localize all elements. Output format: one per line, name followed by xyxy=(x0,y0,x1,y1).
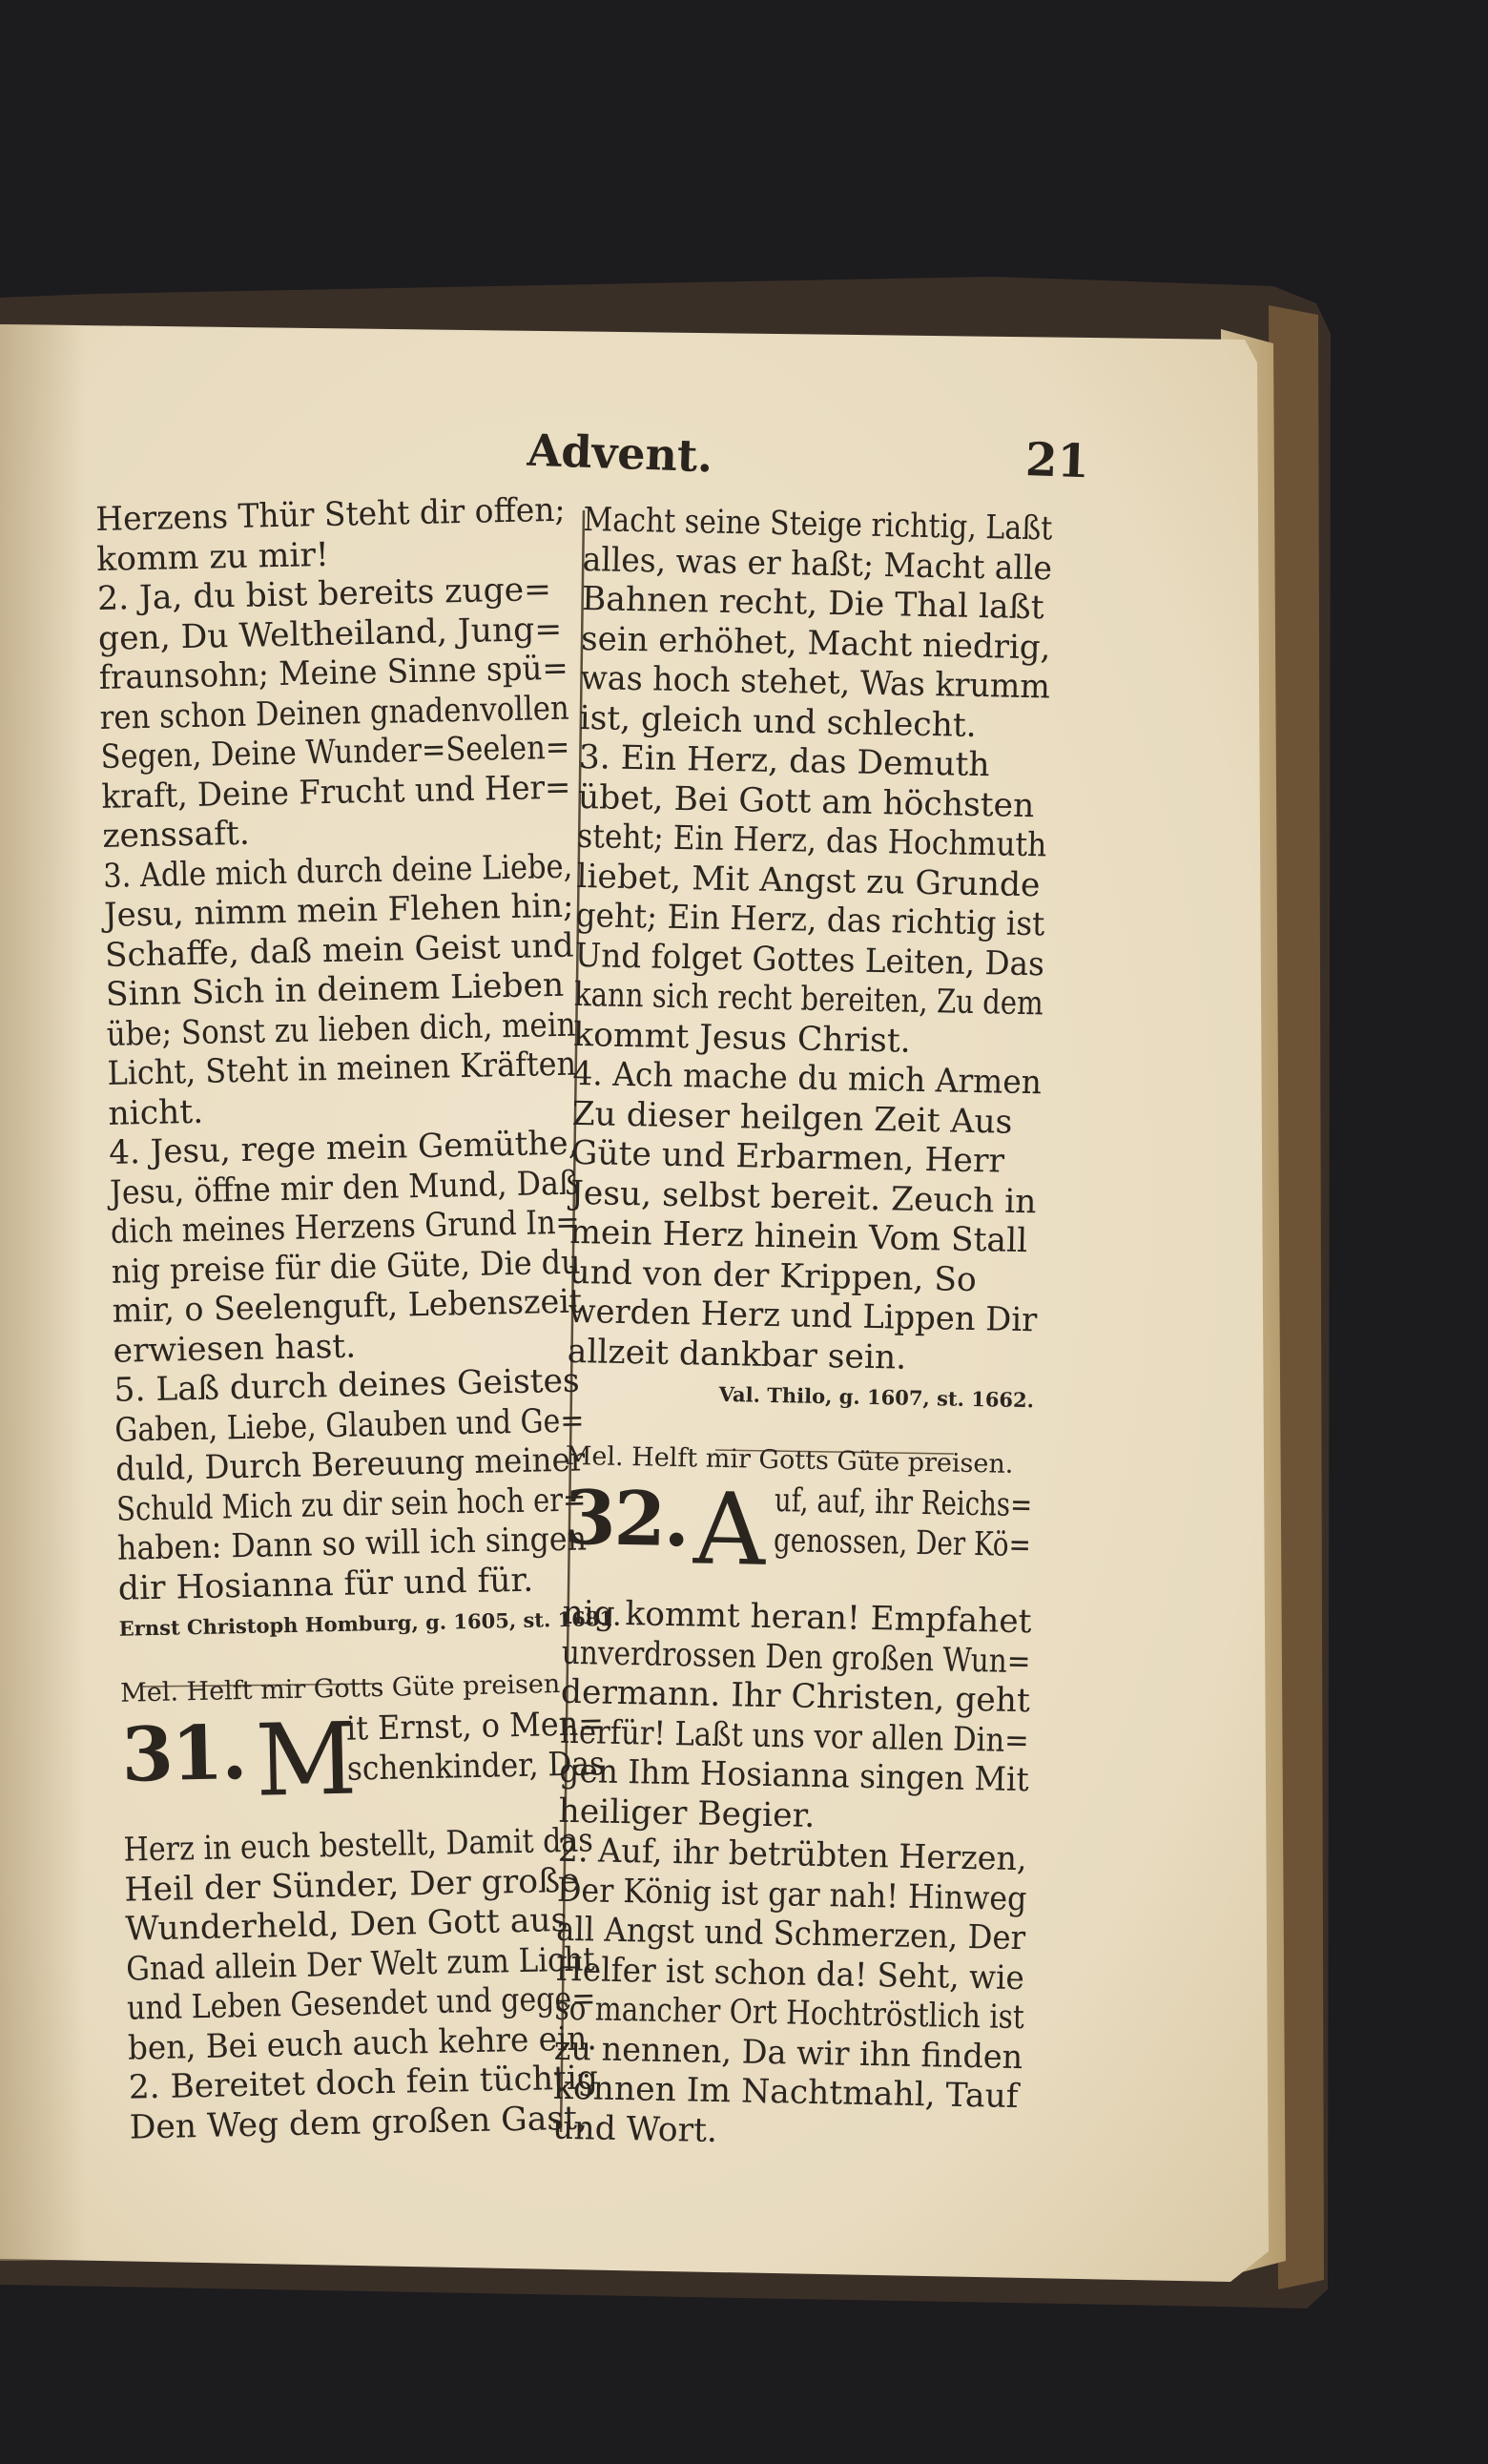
hymn-number: 32. xyxy=(563,1474,690,1564)
text-line: ist, gleich und schlecht. xyxy=(579,698,978,745)
text-line: duld, Durch Bereuung meiner xyxy=(114,1440,586,1489)
text-line: Heil der Sünder, Der große xyxy=(124,1861,580,1910)
text-line: heiliger Begier. xyxy=(558,1791,816,1835)
text-line: herfür! Laßt uns vor allen Din= xyxy=(559,1712,1030,1760)
text-line: zu nennen, Da wir ihn finden xyxy=(553,2029,1023,2077)
text-line: Schuld Mich zu dir sein hoch er= xyxy=(115,1480,587,1529)
text-line: Der König ist gar nah! Hinweg xyxy=(556,1871,1027,1918)
text-line: mir, o Seelenguft, Lebenszeit xyxy=(112,1282,583,1331)
drop-cap: M xyxy=(254,1700,359,1819)
text-line: all Angst und Schmerzen, Der xyxy=(555,1910,1026,1958)
hymn-start xyxy=(563,1470,1042,1604)
text-line: Jesu, selbst bereit. Zeuch in xyxy=(569,1173,1037,1221)
text-line: 2. Auf, ihr betrübten Herzen, xyxy=(557,1831,1027,1879)
text-line: Herzens Thür Steht dir offen; xyxy=(95,490,566,539)
text-line: zenssaft. xyxy=(101,814,251,856)
left-column xyxy=(95,490,621,2148)
text-line: 3. Ein Herz, das Demuth xyxy=(578,737,990,785)
hymn-attribution: Val. Thilo, g. 1607, st. 1662. xyxy=(718,1381,1035,1413)
text-line: nig preise für die Güte, Die du xyxy=(111,1243,581,1292)
text-line: Den Weg dem großen Gast, xyxy=(129,2099,589,2147)
text-line: können Im Nachtmahl, Tauf xyxy=(552,2068,1019,2117)
hymn-start xyxy=(120,1700,606,1831)
text-line: 4. Jesu, rege mein Gemüthe, xyxy=(108,1124,579,1172)
text-line: Bahnen recht, Die Thal laßt xyxy=(581,579,1044,628)
text-line: dich meines Herzens Grund In= xyxy=(110,1203,581,1252)
text-line: Segen, Deine Wunder=Seelen= xyxy=(100,728,570,776)
text-line: allzeit dankbar sein. xyxy=(567,1332,907,1377)
left-lines-a xyxy=(95,491,595,1609)
right-lines-a xyxy=(567,501,1060,1380)
text-line: ren schon Deinen gnadenvollen xyxy=(99,689,570,737)
text-line: übet, Bei Gott am höchsten xyxy=(577,777,1035,825)
text-line: und Leben Gesendet und gege= xyxy=(126,1979,596,2028)
left-lines-b xyxy=(123,1821,607,2147)
text-line: Wunderheld, Den Gott aus xyxy=(124,1900,568,1949)
text-line: Güte und Erbarmen, Herr xyxy=(570,1133,1005,1181)
hymn-attribution: Ernst Christoph Homburg, g. 1605, st. 1681. xyxy=(118,1605,621,1641)
text-line: genossen, Der Kö= xyxy=(773,1521,1032,1564)
text-line: dermann. Ihr Christen, geht xyxy=(560,1672,1031,1721)
text-line: gen, Du Weltheiland, Jung= xyxy=(97,610,563,658)
text-line: kraft, Deine Frucht und Her= xyxy=(101,768,571,817)
melody-line: Mel. Helft mir Gotts Güte preisen. xyxy=(565,1440,1014,1480)
drop-cap: A xyxy=(692,1470,767,1588)
text-line: und Wort. xyxy=(551,2108,718,2150)
text-line: Und folget Gottes Leiten, Das xyxy=(574,936,1045,984)
text-line: erwiesen hast. xyxy=(113,1326,357,1371)
text-line: fraunsohn; Meine Sinne spü= xyxy=(98,649,569,697)
text-line: werden Herz und Lippen Dir xyxy=(568,1292,1038,1340)
text-line: mein Herz hinein Vom Stall xyxy=(568,1212,1028,1261)
hymn-first-lines xyxy=(774,1481,1098,1566)
text-line: Gnad allein Der Welt zum Licht xyxy=(125,1939,596,1989)
text-line: Schaffe, daß mein Geist und xyxy=(104,926,575,975)
text-line: steht; Ein Herz, das Hochmuth xyxy=(576,817,1047,865)
text-line: übe; Sonst zu lieben dich, mein xyxy=(106,1005,576,1054)
text-line: Herz in euch bestellt, Damit das xyxy=(123,1821,594,1870)
text-line: alles, was er haßt; Macht alle xyxy=(582,540,1053,588)
text-line: so mancher Ort Hochtröstlich ist xyxy=(554,1989,1025,2038)
running-head: Advent. xyxy=(526,424,714,483)
page-number: 21 xyxy=(1024,432,1090,489)
text-line: sein erhöhet, Macht niedrig, xyxy=(580,619,1051,667)
text-line: Jesu, öffne mir den Mund, Daß xyxy=(109,1164,580,1212)
text-line: haben: Dann so will ich singen xyxy=(116,1520,588,1568)
text-line: komm zu mir! xyxy=(95,535,330,579)
text-line: Sinn Sich in deinem Lieben xyxy=(105,965,565,1014)
text-line: it Ernst, o Men= xyxy=(345,1705,605,1749)
text-line: Zu dieser heilgen Zeit Aus xyxy=(571,1094,1013,1142)
text-line: 4. Ach mache du mich Armen xyxy=(572,1054,1043,1103)
text-line: Licht, Steht in meinen Kräften xyxy=(107,1045,577,1093)
hymn-number: 31. xyxy=(120,1709,247,1799)
text-line: 2. Ja, du bist bereits zuge= xyxy=(96,570,552,618)
text-line: Helfer ist schon da! Seht, wie xyxy=(555,1950,1025,1998)
text-line: nicht. xyxy=(108,1092,204,1133)
text-line: Gaben, Liebe, Glauben und Ge= xyxy=(114,1400,585,1450)
text-line: schenkinder, Das xyxy=(346,1744,606,1789)
text-line: dir Hosianna für und für. xyxy=(117,1561,534,1608)
melody-line: Mel. Helft mir Gotts Güte preisen. xyxy=(119,1668,569,1708)
text-line: liebet, Mit Angst zu Grunde xyxy=(576,857,1041,904)
text-line: geht; Ein Herz, das richtig ist xyxy=(575,896,1045,944)
right-column xyxy=(552,501,1061,2157)
text-line: nig kommt heran! Empfahet xyxy=(562,1593,1032,1642)
right-lines-b xyxy=(552,1594,1040,2157)
text-line: 3. Adle mich durch deine Liebe, xyxy=(102,847,573,896)
text-line: Macht seine Steige richtig, Laßt xyxy=(583,501,1053,549)
text-line: 2. Bereitet doch fein tüchtig xyxy=(128,2059,599,2107)
text-line: uf, auf, ihr Reichs= xyxy=(774,1481,1033,1525)
text-line: ben, Bei euch auch kehre ein. xyxy=(127,2019,598,2068)
text-line: was hoch stehet, Was krumm xyxy=(580,658,1051,707)
text-line: 5. Laß durch deines Geistes xyxy=(114,1361,581,1410)
text-line: unverdrossen Den großen Wun= xyxy=(561,1633,1031,1681)
text-line: und von der Krippen, So xyxy=(568,1253,978,1299)
text-line: Jesu, nimm mein Flehen hin; xyxy=(103,886,574,935)
text-line: kann sich recht bereiten, Zu dem xyxy=(573,975,1044,1024)
text-line: kommt Jesus Christ. xyxy=(572,1015,912,1061)
text-line: gen Ihm Hosianna singen Mit xyxy=(559,1751,1030,1800)
